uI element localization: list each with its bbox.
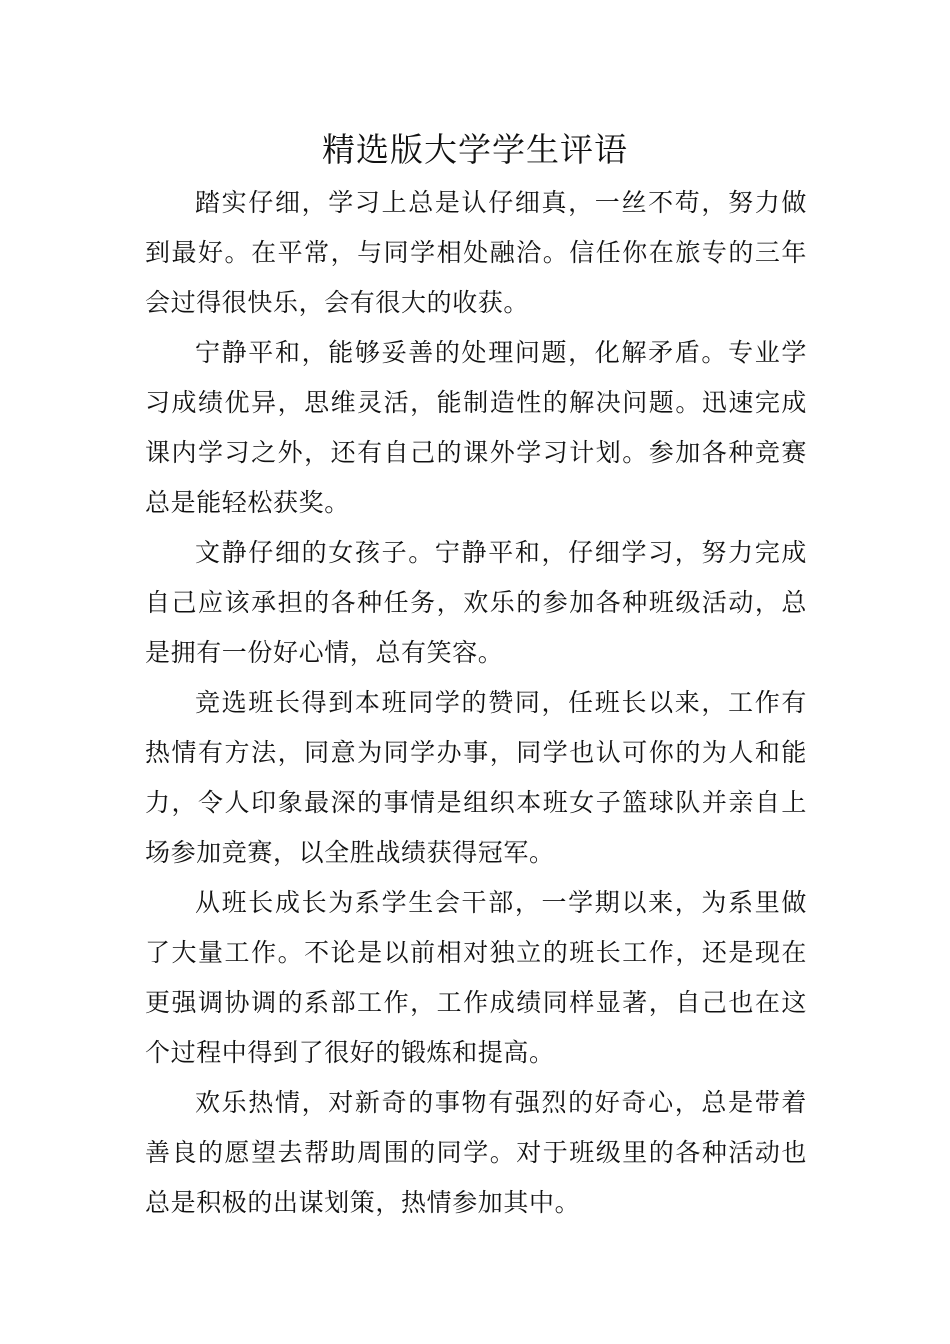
paragraph-1: 踏实仔细，学习上总是认仔细真，一丝不苟，努力做到最好。在平常，与同学相处融洽。信任你在旅专的三年会过得很快乐，会有很大的收获。 (145, 188, 807, 317)
paragraph-2: 宁静平和，能够妥善的处理问题，化解矛盾。专业学习成绩优异，思维灵活，能制造性的解决问题。迅速完成课内学习之外，还有自己的课外学习计划。参加各种竞赛总是能轻松获奖。 (145, 338, 807, 517)
paragraph-3: 文静仔细的女孩子。宁静平和，仔细学习，努力完成自己应该承担的各种任务，欢乐的参加各种班级活动，总是拥有一份好心情，总有笑容。 (145, 538, 807, 667)
paragraph-4: 竞选班长得到本班同学的赞同，任班长以来，工作有热情有方法，同意为同学办事，同学也认可你的为人和能力，令人印象最深的事情是组织本班女子篮球队并亲自上场参加竞赛，以全胜战绩获得冠军。 (145, 688, 807, 867)
document-body (145, 178, 807, 1228)
paragraph-6: 欢乐热情，对新奇的事物有强烈的好奇心，总是带着善良的愿望去帮助周围的同学。对于班级里的各种活动也总是积极的出谋划策，热情参加其中。 (145, 1088, 807, 1217)
paragraph-5: 从班长成长为系学生会干部，一学期以来，为系里做了大量工作。不论是以前相对独立的班长工作，还是现在更强调协调的系部工作，工作成绩同样显著，自己也在这个过程中得到了很好的锻炼和提高。 (145, 888, 807, 1067)
document-title: 精选版大学学生评语 (322, 130, 628, 169)
